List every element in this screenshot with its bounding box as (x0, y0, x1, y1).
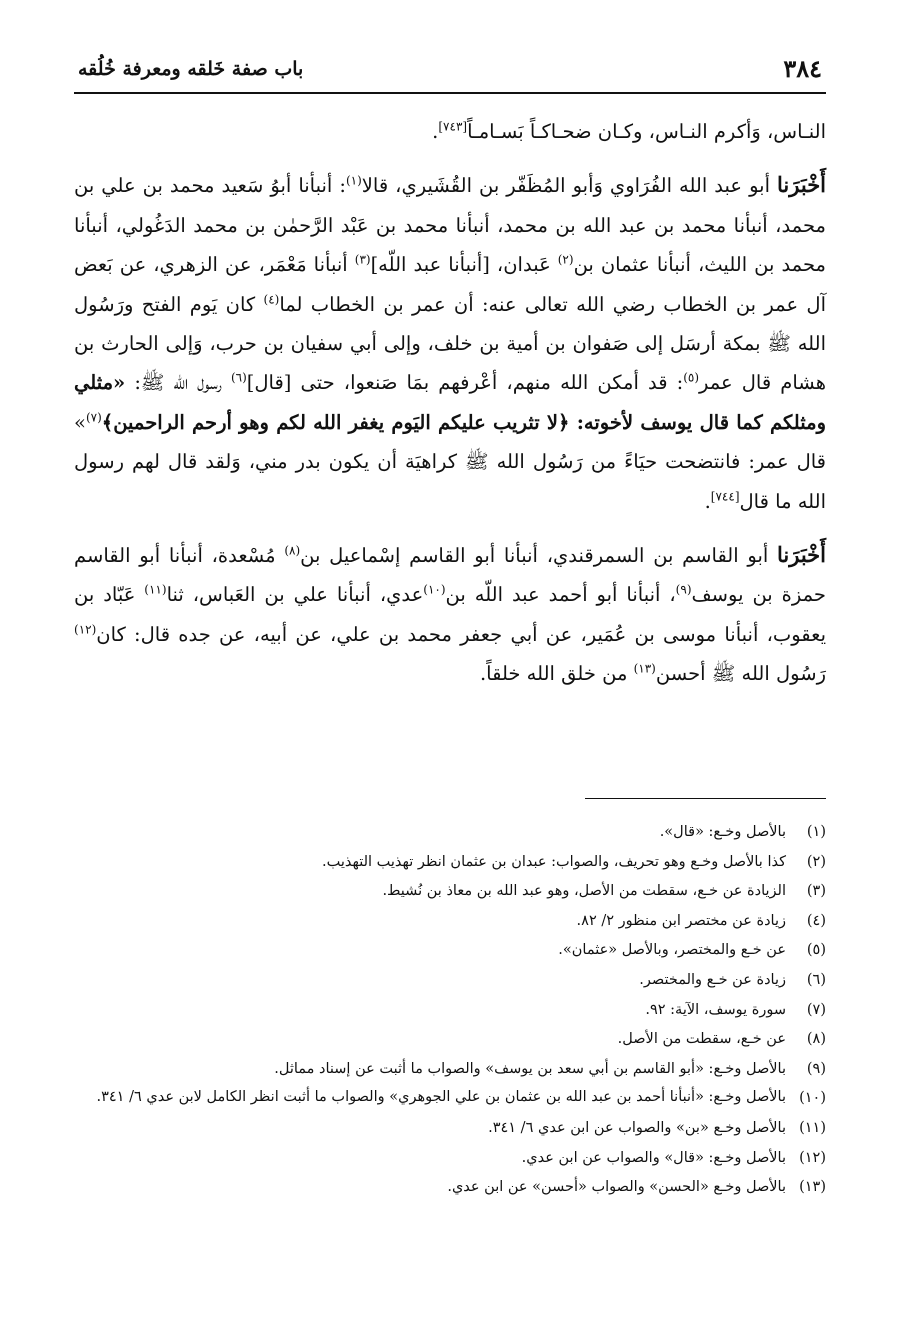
emphasized-text: «مثلي ومثلكم كما قال يوسف لأخوته: ﴿لا تثريب عليكم اليَوم يغفر الله لكم وهو أرحم الراحمين﴾ (74, 371, 826, 434)
footnote-text: عن خـع والمختصر، وبالأصل «عثمان». (558, 942, 786, 959)
footnote-text: زيادة عن مختصر ابن منظور ٢/ ٨٢. (576, 912, 786, 929)
footnote-reference: (٧) (85, 410, 102, 425)
footnote-reference: (٩) (675, 582, 692, 597)
footnote-item (74, 1084, 826, 1114)
footnote-text: الزيادة عن خـع، سقطت من الأصل، وهو عبد الله بن معاذ بن نُشيط. (382, 883, 786, 900)
footnote-text: بالأصل وخـع «بن» والصواب عن ابن عدي ٦/ ٣٤١. (488, 1119, 786, 1136)
lead-word: أَخْبَرَنا (777, 542, 826, 568)
main-text (74, 112, 826, 694)
text-segment: من خلق الله خلقاً. (479, 662, 634, 686)
text-segment: عَبدان، [أنبأنا عبد اللّه] (370, 253, 558, 277)
footnote-text: بالأصل وخـع: «أبو القاسم بن أبي سعد بن يوسف» والصواب ما أثبت عن إسناد مماثل. (274, 1060, 786, 1077)
footnote-reference: [٧٤٣] (438, 119, 468, 134)
footnote-reference: (٢) (557, 252, 574, 267)
footnote-item (74, 907, 826, 937)
footnote-item (74, 996, 826, 1026)
footnote-text: زيادة عن خـع والمختصر. (639, 971, 786, 988)
page-number: ٣٨٤ (783, 54, 822, 83)
footnote-text: عن خـع، سقطت من الأصل. (617, 1031, 786, 1048)
footnote-item (74, 1114, 826, 1144)
footnote-text: بالأصل وخـع: «أنبأنا أحمد بن عبد الله بن عثمان بن علي الجوهري» والصواب ما أثبت انظر الكامل لابن عدي ٦/ ٣٤١. (96, 1089, 786, 1106)
footnote-reference: (١) (345, 173, 362, 188)
footnote-item (74, 818, 826, 848)
footnote-number: (٢) (806, 853, 826, 870)
text-segment: النـاس، وَأكرم النـاس، وكـان ضحـاكـاً بَسـامـاً (467, 120, 826, 143)
paragraph (74, 112, 826, 151)
text-segment: : قد أمكن الله منهم، أعْرفهم بمَا صَنعوا، حتى [قال] (246, 371, 684, 395)
lead-word: أَخْبَرَنا (777, 172, 827, 198)
text-segment: رَسُول الله ﷺ أحسن (655, 662, 826, 686)
footnote-item (74, 1173, 826, 1203)
text-segment: أبو عبد الله الفُرَاوي وَأبو المُظَفّر بن القُشَيري، قالا (361, 174, 778, 198)
footnote-number: (١٣) (799, 1179, 826, 1196)
footnote-number: (٥) (806, 942, 826, 959)
text-segment: مُسْعدة، أنبأنا أبو القاسم حمزة بن يوسف (74, 544, 826, 607)
text-segment: . (432, 120, 439, 143)
running-title: باب صفة خَلقه ومعرفة خُلُقه (78, 58, 304, 80)
paragraph (74, 535, 826, 694)
footnote-number: (١١) (799, 1119, 826, 1136)
footnote-text: بالأصل وخـع: «قال». (659, 824, 786, 840)
footnote-reference: [٧٤٤] (710, 489, 740, 504)
footnote-item (74, 848, 826, 878)
text-segment: ، أنبأنا أبو أحمد عبد اللّه بن (445, 583, 676, 607)
footnote-reference: (١٣) (633, 661, 656, 676)
footnote-item (74, 936, 826, 966)
footnotes (74, 818, 826, 1203)
footnote-item (74, 1055, 826, 1085)
footnote-reference: (٦) (230, 370, 247, 385)
footnote-text: كذا بالأصل وخـع وهو تحريف، والصواب: عبدان بن عثمان انظر تهذيب التهذيب. (322, 853, 786, 870)
footnote-item (74, 966, 826, 996)
footnote-number: (٧) (806, 1001, 826, 1018)
footnote-item (74, 1144, 826, 1174)
footnote-text: بالأصل وخـع «الحسن» والصواب «أحسن» عن ابن عدي. (447, 1179, 786, 1196)
text-segment: . (704, 489, 711, 513)
footnote-item (74, 877, 826, 907)
footnote-divider (585, 798, 826, 799)
footnote-text: سورة يوسف، الآية: ٩٢. (645, 1001, 786, 1018)
text-segment: » قال عمر: فانتضحت حيَاءً من رَسُول الله ﷺ كراهيَة أن يكون بدر مني، وَلقد قال لهم رسول الله ما قال (74, 410, 826, 513)
footnote-number: (٤) (806, 912, 826, 929)
footnote-number: (٣) (806, 883, 826, 900)
text-segment: أنبأنا مَعْمَر، عن الزهري، عن بَعض آل عمر بن الخطاب رضي الله تعالى عنه: أن عمر بن الخطاب لما (74, 253, 826, 316)
text-segment: عَبّاد بن يعقوب، أنبأنا موسى بن عُمَير، عن أبي جعفر محمد بن علي، عن أبيه، عن جده قال: كان (74, 583, 826, 646)
footnote-item (74, 1025, 826, 1055)
footnote-reference: (٣) (354, 252, 371, 267)
page-header (74, 52, 826, 94)
footnote-text: بالأصل وخـع: «قال» والصواب عن ابن عدي. (521, 1149, 786, 1166)
text-segment: أبو القاسم بن السمرقندي، أنبأنا أبو القاسم إسْماعيل بن (300, 544, 778, 568)
text-segment: كان يَوم الفتح ورَسُول الله ﷺ بمكة أرسَل إلى صَفوان بن أمية بن خلف، وإلى أبي سفيان بن حرب، وَإلى الحارث بن هشام قال عمر (74, 292, 826, 395)
footnote-reference: (٨) (284, 543, 301, 558)
text-segment: : أنبأنا أبوُ سَعيد محمد بن علي بن محمد، أنبأنا محمد بن عبد الله بن محمد، أنبأنا محمد بن عَبْد الرَّحمٰن بن محمد الدَغُولي، أنبأنا محمد بن الليث، أنبأنا عثمان بن (74, 174, 826, 277)
footnote-reference: (٤) (263, 292, 280, 307)
footnote-number: (١) (806, 824, 826, 840)
footnote-number: (٨) (806, 1031, 826, 1048)
footnote-number: (٩) (806, 1060, 826, 1077)
footnote-number: (٦) (806, 971, 826, 988)
text-segment: رسول الله ﷺ: (125, 371, 231, 395)
footnote-reference: (٥) (683, 370, 700, 385)
paragraph (74, 165, 826, 521)
footnote-number: (١٠) (799, 1090, 826, 1107)
text-segment: عدي، أنبأنا علي بن العَباس، ثنا (166, 583, 424, 607)
footnote-number: (١٢) (799, 1149, 826, 1166)
footnote-reference: (١٢) (74, 622, 97, 637)
footnote-reference: (١١) (144, 582, 167, 597)
footnote-reference: (١٠) (423, 582, 446, 597)
